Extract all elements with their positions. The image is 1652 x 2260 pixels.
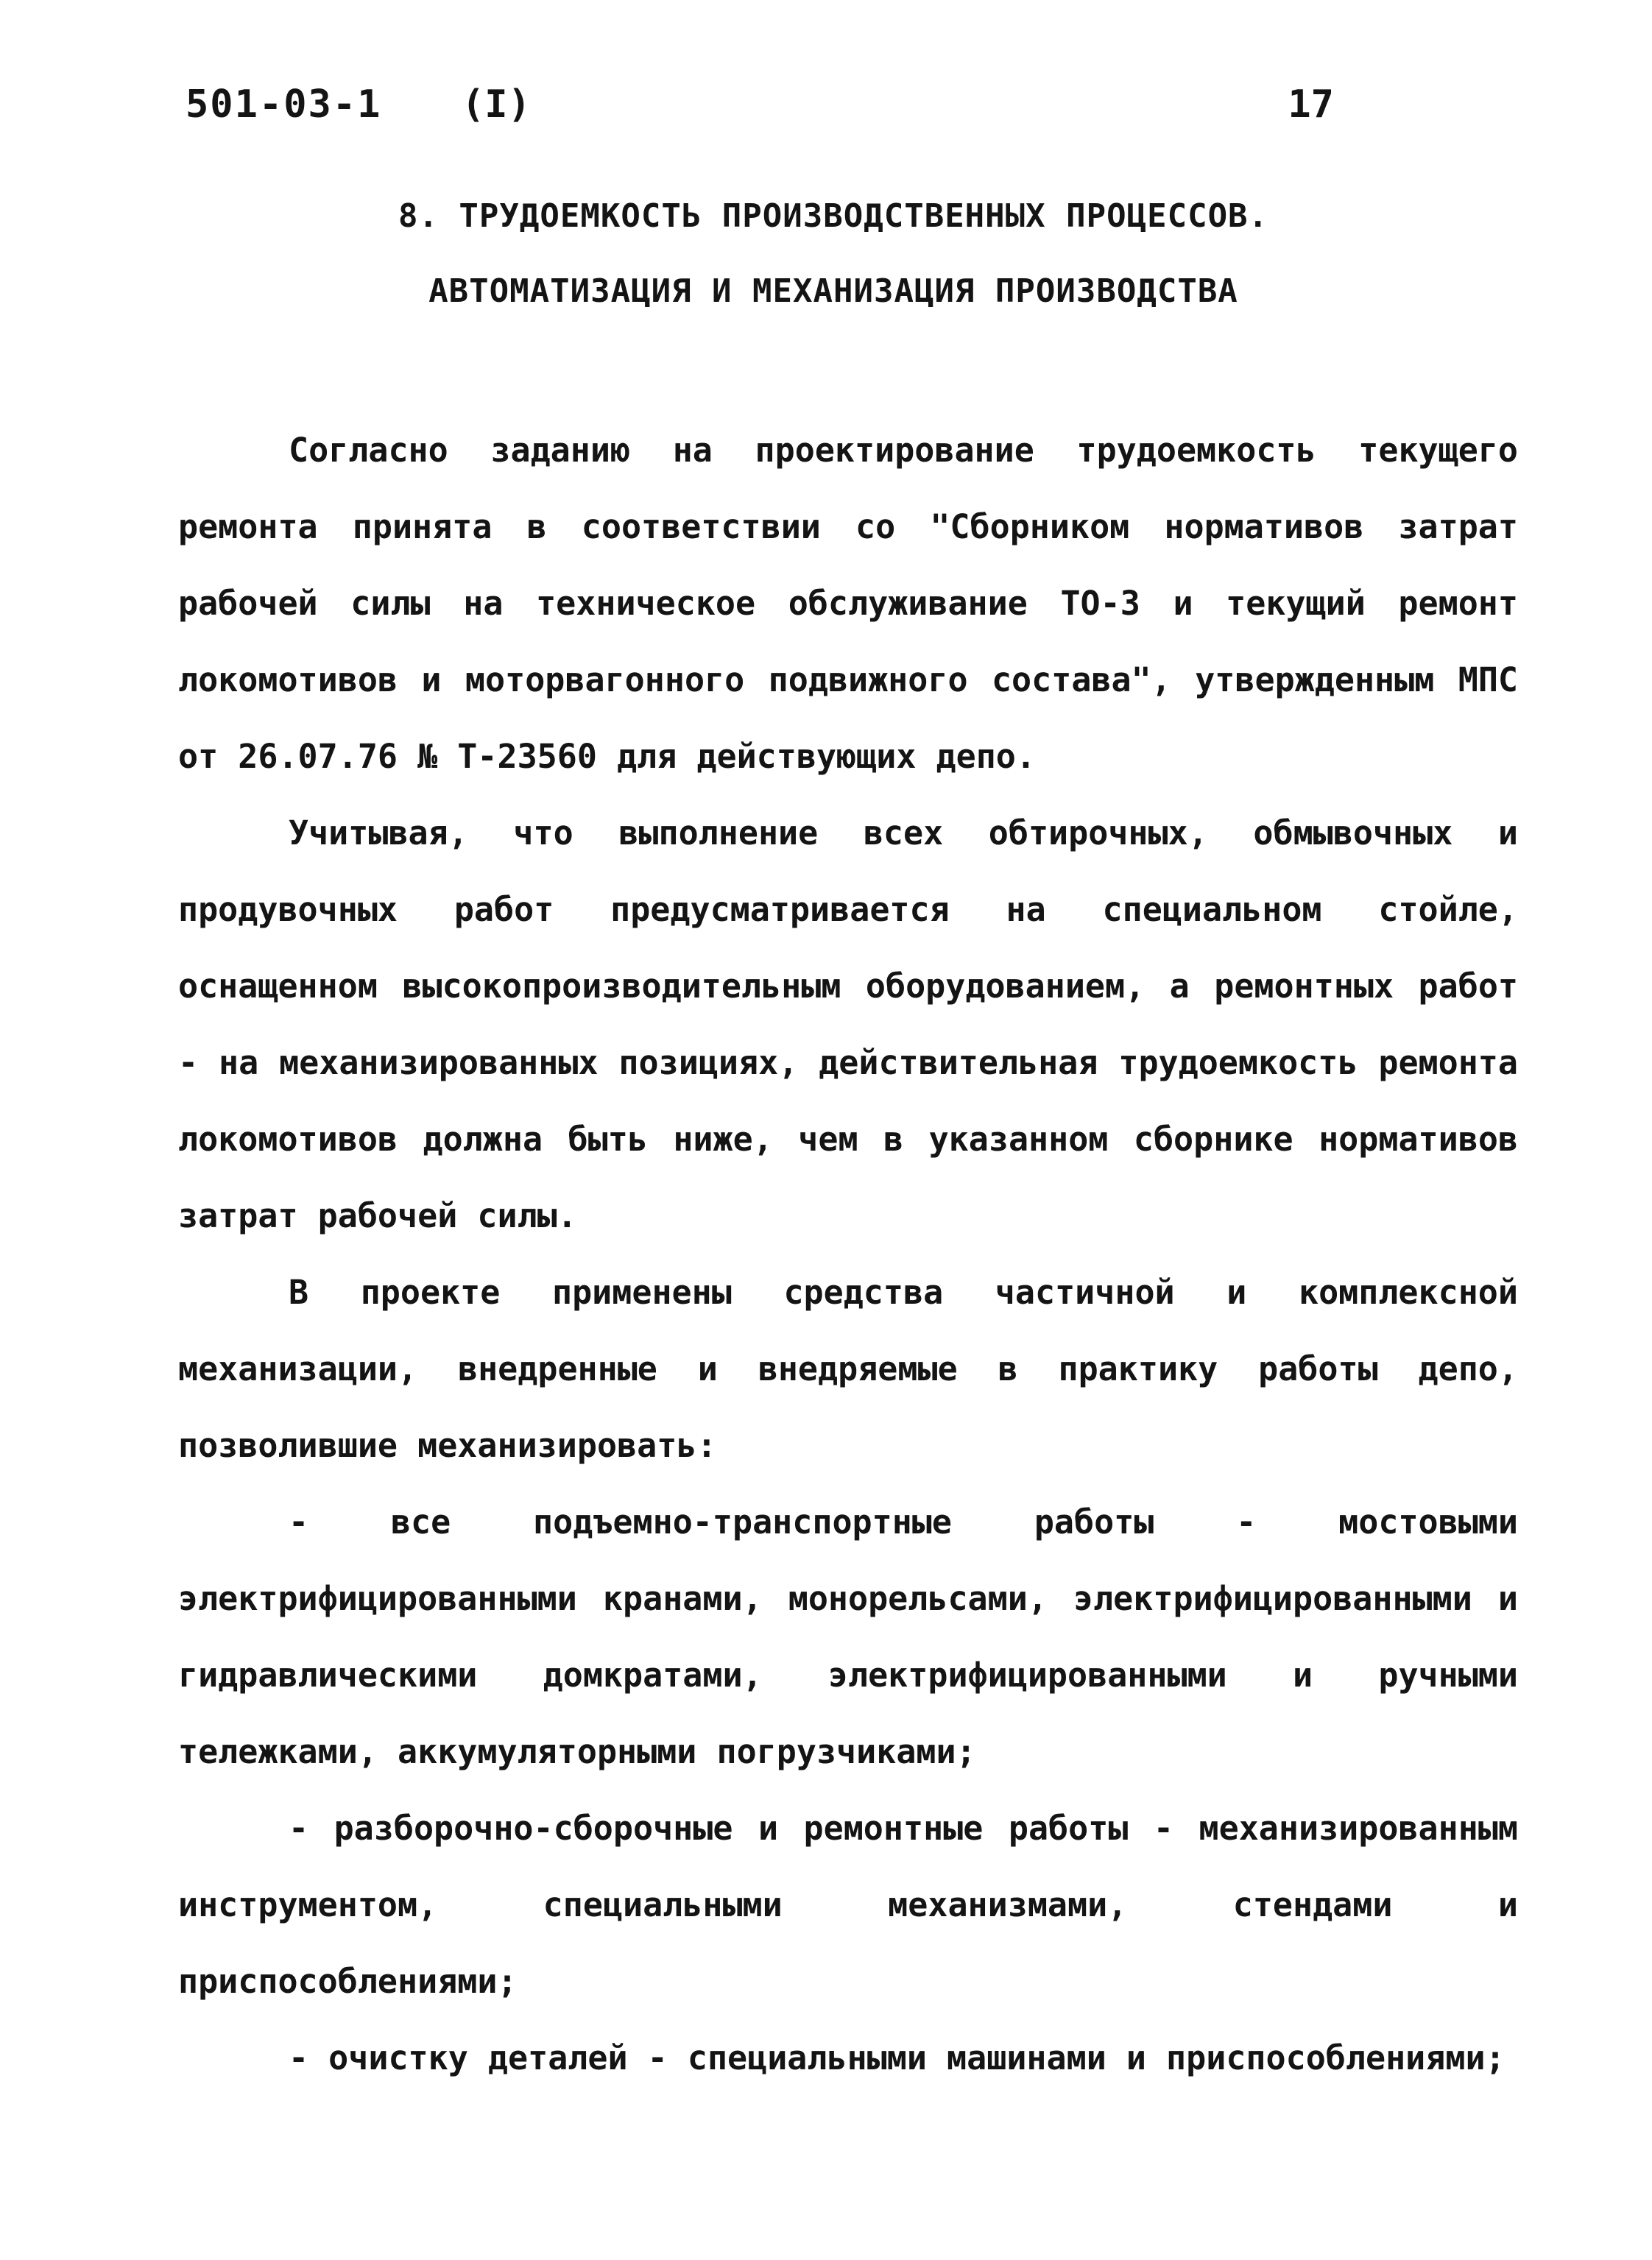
list-item-assembly-repair: - разборочно-сборочные и ремонтные работы - механизированным инструментом, специальными механизмами, стендами и приспособлениями; (178, 1809, 1518, 2001)
list-item-parts-cleaning: - очистку деталей - специальными машинами и приспособлениями; (289, 2038, 1505, 2077)
body-text (178, 412, 1518, 2097)
document-variant: (I) (462, 82, 531, 127)
list-item-lifting-transport: - все подъемно-транспортные работы - мостовыми электрифицированными кранами, монорельсами, электрифицированными и гидравлическими домкратами, электрифицированными и ручными тележками, аккумуляторными погрузчиками; (178, 1502, 1518, 1771)
section-heading-line-1: 8. ТРУДОЕМКОСТЬ ПРОИЗВОДСТВЕННЫХ ПРОЦЕССОВ. (398, 197, 1269, 235)
paragraph-labor-norms: Согласно заданию на проектирование трудоемкость текущего ремонта принята в соответствии со "Сборником нормативов затрат рабочей силы на техническое обслуживание ТО-3 и текущий ремонт локомотивов и моторвагонного подвижного состава", утвержденным МПС от 26.07.76 № Т-23560 для действующих депо. (178, 431, 1518, 776)
page-header (186, 82, 1334, 141)
paragraph-mechanization-intro: В проекте применены средства частичной и комплексной механизации, внедренные и внедряемые в практику работы депо, позволившие механизировать: (178, 1273, 1518, 1465)
page-number: 17 (1288, 82, 1334, 127)
paragraph-actual-labor: Учитывая, что выполнение всех обтирочных, обмывочных и продувочных работ предусматривается на специальном стойле, оснащенном высокопроизводительным оборудованием, а ремонтных работ - на механизированных позициях, действительная трудоемкость ремонта локомотивов должна быть ниже, чем в указанном сборнике нормативов затрат рабочей силы. (178, 813, 1518, 1235)
document-code: 501-03-1 (186, 82, 382, 127)
section-heading-line-2: АВТОМАТИЗАЦИЯ И МЕХАНИЗАЦИЯ ПРОИЗВОДСТВА (428, 272, 1238, 310)
